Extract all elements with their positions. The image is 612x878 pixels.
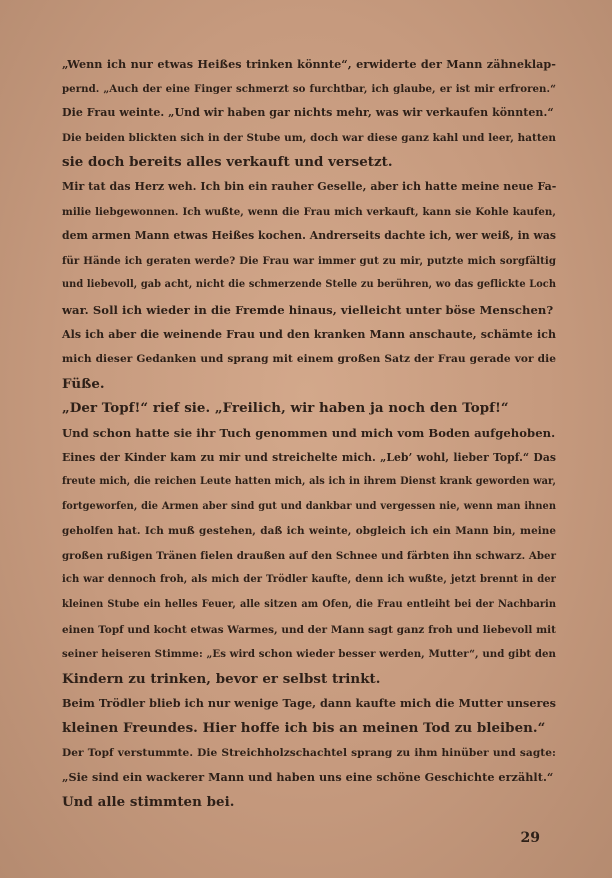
page-number: 29: [520, 830, 540, 846]
text-line: pernd. „Auch der eine Finger schmerzt so furchtbar, ich glaube, er ist mir erfroren.“: [62, 82, 556, 95]
text-line: Die beiden blickten sich in der Stube um, doch war diese ganz kahl und leer, hatten: [62, 131, 556, 144]
text-line: seiner heiseren Stimme: „Es wird schon wieder besser werden, Mutter“, und gibt den: [62, 648, 556, 661]
text-line: kleinen Stube ein helles Feuer, alle sitzen am Ofen, die Frau entleiht bei der Nachbarin: [62, 599, 556, 611]
text-line: milie liebgewonnen. Ich wußte, wenn die Frau mich verkauft, kann sie Kohle kaufen,: [62, 205, 556, 218]
text-line: Mir tat das Herz weh. Ich bin ein rauher Geselle, aber ich hatte meine neue Fa-: [62, 179, 557, 193]
text-line: großen rußigen Tränen fielen draußen auf den Schnee und färbten ihn schwarz. Aber: [62, 549, 556, 562]
text-line: „Wenn ich nur etwas Heißes trinken könnte“, erwiderte der Mann zähneklap-: [62, 57, 556, 71]
text-line: und liebevoll, gab acht, nicht die schmerzende Stelle zu berühren, wo das geflickte Loch: [62, 279, 556, 291]
body-text: [62, 52, 556, 814]
text-line: freute mich, die reichen Leute hatten mich, als ich in ihrem Dienst krank geworden war,: [62, 476, 556, 488]
text-line: Kindern zu trinken, bevor er selbst trinkt.: [62, 670, 381, 687]
text-line: geholfen hat. Ich muß gestehen, daß ich weinte, obgleich ich ein Mann bin, meine: [62, 525, 556, 538]
text-line: mich dieser Gedanken und sprang mit einem großen Satz der Frau gerade vor die: [62, 353, 556, 366]
text-line: sie doch bereits alles verkauft und versetzt.: [62, 154, 393, 171]
text-line: fortgeworfen, die Armen aber sind gut und dankbar und vergessen nie, wenn man ihnen: [62, 500, 556, 512]
text-line: kleinen Freundes. Hier hoffe ich bis an meinen Tod zu bleiben.“: [62, 720, 546, 737]
text-line: Die Frau weinte. „Und wir haben gar nichts mehr, was wir verkaufen könnten.“: [62, 106, 554, 120]
text-line: war. Soll ich wieder in die Fremde hinaus, vielleicht unter böse Menschen?: [62, 302, 554, 317]
text-line: Beim Trödler blieb ich nur wenige Tage, dann kaufte mich die Mutter unseres: [62, 696, 556, 711]
text-line: Eines der Kinder kam zu mir und streichelte mich. „Leb’ wohl, lieber Topf.“ Das: [62, 450, 556, 464]
text-line: „Sie sind ein wackerer Mann und haben uns eine schöne Geschichte erzählt.“: [62, 770, 554, 785]
text-line: „Der Topf!“ rief sie. „Freilich, wir haben ja noch den Topf!“: [62, 400, 509, 417]
text-line: Als ich aber die weinende Frau und den kranken Mann anschaute, schämte ich: [62, 327, 556, 341]
text-line: Und alle stimmten bei.: [62, 793, 235, 810]
text-line: Und schon hatte sie ihr Tuch genommen und mich vom Boden aufgehoben.: [62, 425, 556, 440]
text-line: ich war dennoch froh, als mich der Trödler kaufte, denn ich wußte, jetzt brennt in der: [62, 574, 556, 586]
text-line: einen Topf und kocht etwas Warmes, und der Mann sagt ganz froh und liebevoll mit: [62, 623, 556, 636]
text-line: dem armen Mann etwas Heißes kochen. Andrerseits dachte ich, wer weiß, in was: [62, 229, 557, 243]
text-line: für Hände ich geraten werde? Die Frau war immer gut zu mir, putzte mich sorgfältig: [62, 254, 556, 267]
text-line: Der Topf verstummte. Die Streichholzschachtel sprang zu ihm hinüber und sagte:: [62, 746, 556, 759]
text-line: Füße.: [62, 375, 105, 392]
